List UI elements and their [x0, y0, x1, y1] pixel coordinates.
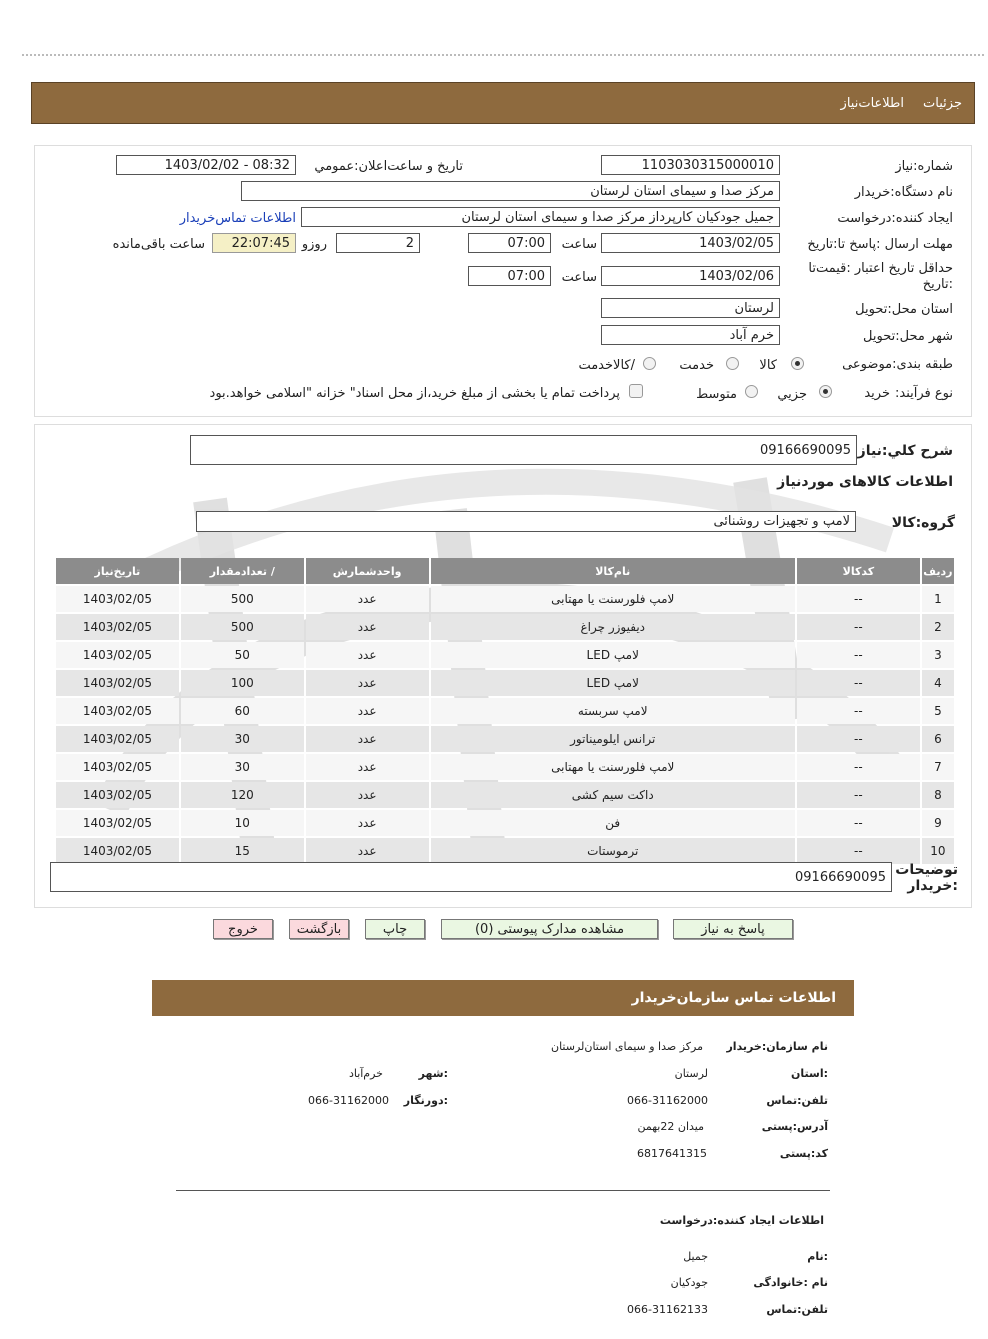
cell-need-date: 1403/02/05	[56, 614, 179, 640]
header-bar	[31, 82, 975, 124]
contact-header-bar	[152, 980, 854, 1016]
province-field[interactable]: لرستان	[601, 298, 780, 318]
cell-need-date: 1403/02/05	[56, 810, 179, 836]
cat-both-label: /کالاخدمت	[578, 358, 635, 373]
cell-row-number: 2	[922, 614, 954, 640]
cell-row-number: 7	[922, 754, 954, 780]
cell-row-number: 10	[922, 838, 954, 864]
cell-unit: عدد	[306, 614, 429, 640]
tab-need-info[interactable]: اطلاعات‌نیاز	[840, 96, 904, 111]
proc-partial-label: جزیي	[777, 387, 807, 402]
contact-postal-label: کد:پستی	[779, 1147, 828, 1160]
cell-goods-code: --	[797, 586, 920, 612]
cell-need-date: 1403/02/05	[56, 838, 179, 864]
remaining-label: ساعت باقی‌مانده	[112, 237, 205, 252]
cell-goods-code: --	[797, 810, 920, 836]
creator-info-title: اطلاعات ایجاد کننده:درخواست	[659, 1214, 824, 1227]
cell-goods-name: لامپ LED	[431, 642, 795, 668]
reply-button[interactable]: پاسخ به نیاز	[673, 919, 793, 939]
cell-goods-code: --	[797, 670, 920, 696]
buyer-org-field[interactable]: مرکز صدا و سیمای استان لرستان	[241, 181, 780, 201]
contact-info-link[interactable]: اطلاعات تماس‌خریدار	[179, 211, 296, 226]
cell-row-number: 1	[922, 586, 954, 612]
remaining-time-field: 22:07:45	[212, 233, 296, 253]
cell-need-date: 1403/02/05	[56, 642, 179, 668]
cell-unit: عدد	[306, 810, 429, 836]
announce-field[interactable]: 1403/02/02 - 08:32	[116, 155, 296, 175]
days-field[interactable]: 2	[336, 233, 420, 253]
buyer-org-name-label: نام سازمان:خریدار	[726, 1040, 828, 1053]
city-label: شهر محل:تحویل	[863, 329, 953, 344]
deadline-time-field[interactable]: 07:00	[468, 233, 551, 253]
creator-family-label: نام :خانوادگی	[753, 1276, 828, 1289]
contact-divider	[176, 1190, 830, 1191]
creator-label: ایجاد کننده:درخواست	[837, 211, 953, 226]
view-attachments-button[interactable]: مشاهده مدارک پیوستی (0)	[441, 919, 658, 939]
process-buy-label: خرید	[864, 386, 890, 401]
announce-label: تاریخ و ساعت‌اعلان:عمومي	[314, 159, 463, 174]
contact-phone-label: تلفن:تماس	[766, 1094, 828, 1107]
back-button[interactable]: بازگشت	[289, 919, 349, 939]
contact-title: اطلاعات تماس سازمان‌خریدار	[631, 990, 836, 1006]
cell-need-date: 1403/02/05	[56, 754, 179, 780]
cell-quantity: 120	[181, 782, 304, 808]
cell-unit: عدد	[306, 726, 429, 752]
col-header-unit: واحدشمارش	[306, 558, 429, 584]
table-row	[56, 698, 954, 724]
cell-quantity: 30	[181, 754, 304, 780]
proc-medium-label: متوسط	[696, 387, 737, 402]
creator-name-label: :نام	[807, 1250, 828, 1263]
table-row	[56, 782, 954, 808]
validity-time-field[interactable]: 07:00	[468, 266, 551, 286]
validity-date-field[interactable]: 1403/02/06	[601, 266, 780, 286]
radio-goods-service[interactable]	[643, 357, 656, 370]
cell-goods-code: --	[797, 726, 920, 752]
cell-quantity: 30	[181, 726, 304, 752]
table-row	[56, 614, 954, 640]
cat-goods-label: کالا	[759, 358, 777, 373]
cell-goods-code: --	[797, 614, 920, 640]
cell-goods-name: ترموستات	[431, 838, 795, 864]
cell-goods-name: دیفیوزر چراغ	[431, 614, 795, 640]
deadline-date-field[interactable]: 1403/02/05	[601, 233, 780, 253]
cell-need-date: 1403/02/05	[56, 586, 179, 612]
top-divider	[22, 54, 984, 56]
exit-button[interactable]: خروج	[213, 919, 273, 939]
cell-unit: عدد	[306, 642, 429, 668]
goods-info-title: اطلاعات کالاهای مورد‌نیاز	[777, 474, 953, 490]
cell-need-date: 1403/02/05	[56, 698, 179, 724]
cell-row-number: 3	[922, 642, 954, 668]
contact-city-value: خرم‌آباد	[348, 1067, 383, 1080]
col-header-goods-code: کدکالا	[797, 558, 920, 584]
need-number-field[interactable]: 1103030315000010	[601, 155, 780, 175]
buyer-notes-label: توضیحات :خریدار	[895, 862, 958, 894]
cell-unit: عدد	[306, 698, 429, 724]
table-header-row	[56, 558, 954, 584]
buyer-notes-field[interactable]: 09166690095	[50, 862, 892, 892]
cell-need-date: 1403/02/05	[56, 782, 179, 808]
cell-unit: عدد	[306, 838, 429, 864]
cell-goods-name: لامپ فلورسنت یا مهتابی	[431, 586, 795, 612]
payment-note: پرداخت تمام یا بخشی از مبلغ خرید،از محل اسناد" خزانه "اسلامی خواهد.بود	[209, 386, 620, 401]
col-header-goods-name: نام‌کالا	[431, 558, 795, 584]
days-label: روزو	[301, 237, 327, 252]
cell-quantity: 100	[181, 670, 304, 696]
buyer-org-name-value: مرکز صدا و سیمای استان‌لرستان	[550, 1040, 703, 1053]
cell-goods-name: لامپ LED	[431, 670, 795, 696]
contact-fax-label: :دورنگار	[403, 1094, 448, 1107]
contact-phone-value: 066-31162000	[627, 1094, 708, 1107]
buyer-org-label: نام دستگاه:خریدار	[854, 185, 953, 200]
col-header-need-date: تاریخ‌نیاز	[56, 558, 179, 584]
cell-row-number: 8	[922, 782, 954, 808]
treasury-checkbox[interactable]	[629, 384, 643, 398]
validity-label: حداقل تاریخ اعتبار :قیمت‌تا :تاریخ	[808, 261, 953, 292]
cell-goods-code: --	[797, 754, 920, 780]
cell-quantity: 15	[181, 838, 304, 864]
cell-row-number: 9	[922, 810, 954, 836]
cell-goods-name: ترانس ایلومیناتور	[431, 726, 795, 752]
province-label: استان محل:تحویل	[855, 302, 953, 317]
radio-service[interactable]	[726, 357, 739, 370]
cell-row-number: 4	[922, 670, 954, 696]
city-field[interactable]: خرم آباد	[601, 325, 780, 345]
cell-quantity: 50	[181, 642, 304, 668]
col-header-row-number: ردیف	[922, 558, 954, 584]
cell-goods-code: --	[797, 782, 920, 808]
creator-field[interactable]: جمیل جودکیان کارپرداز مرکز صدا و سیمای استان لرستان	[301, 207, 780, 227]
goods-group-label: گروه:کالا	[891, 515, 955, 531]
creator-family-value: جودکیان	[670, 1276, 708, 1289]
creator-phone-label: تلفن:تماس	[766, 1303, 828, 1316]
cell-goods-code: --	[797, 642, 920, 668]
need-description-label: شرح کلي:نیاز	[857, 443, 953, 459]
goods-table	[54, 556, 956, 866]
table-row	[56, 586, 954, 612]
cell-unit: عدد	[306, 782, 429, 808]
cell-unit: عدد	[306, 754, 429, 780]
creator-phone-value: 066-31162133	[627, 1303, 708, 1316]
category-label: طبقه بندی:موضوعی	[842, 357, 953, 372]
table-row	[56, 810, 954, 836]
cell-quantity: 500	[181, 614, 304, 640]
deadline-label: مهلت ارسال :پاسخ تا:تاریخ	[807, 237, 953, 252]
deadline-time-label: ساعت	[561, 237, 597, 252]
cell-goods-name: داکت سیم کشی	[431, 782, 795, 808]
cell-goods-name: لامپ فلورسنت یا مهتابی	[431, 754, 795, 780]
radio-partial[interactable]	[819, 385, 832, 398]
contact-address-value: میدان 22بهمن	[637, 1120, 704, 1133]
cell-unit: عدد	[306, 586, 429, 612]
cell-goods-code: --	[797, 838, 920, 864]
contact-address-label: آدرس:پستی	[761, 1120, 828, 1133]
need-number-label: شماره:نیاز	[895, 159, 953, 174]
cell-goods-name: فن	[431, 810, 795, 836]
cell-goods-code: --	[797, 698, 920, 724]
radio-medium[interactable]	[745, 385, 758, 398]
creator-name-value: جمیل	[683, 1250, 708, 1263]
contact-fax-value: 066-31162000	[308, 1094, 389, 1107]
table-row	[56, 838, 954, 864]
cell-need-date: 1403/02/05	[56, 726, 179, 752]
cell-row-number: 5	[922, 698, 954, 724]
contact-province-label: :استان	[791, 1067, 828, 1080]
cell-need-date: 1403/02/05	[56, 670, 179, 696]
cell-quantity: 60	[181, 698, 304, 724]
need-description-field[interactable]: 09166690095	[190, 435, 857, 465]
cell-unit: عدد	[306, 670, 429, 696]
goods-group-field[interactable]: لامپ و تجهیزات روشنائی	[196, 511, 856, 532]
process-label: نوع فرآیند:	[895, 386, 953, 401]
validity-time-label: ساعت	[561, 270, 597, 285]
table-row	[56, 726, 954, 752]
cell-quantity: 500	[181, 586, 304, 612]
radio-goods[interactable]	[791, 357, 804, 370]
col-header-quantity: / تعدادمقدار	[181, 558, 304, 584]
table-row	[56, 670, 954, 696]
cell-row-number: 6	[922, 726, 954, 752]
contact-province-value: لرستان	[674, 1067, 708, 1080]
contact-postal-value: 6817641315	[637, 1147, 707, 1160]
print-button[interactable]: چاپ	[365, 919, 425, 939]
cat-service-label: خدمت	[679, 358, 714, 373]
cell-quantity: 10	[181, 810, 304, 836]
table-row	[56, 642, 954, 668]
cell-goods-name: لامپ سربسته	[431, 698, 795, 724]
contact-city-label: :شهر	[418, 1067, 448, 1080]
tab-details[interactable]: جزئیات	[923, 96, 962, 111]
table-row	[56, 754, 954, 780]
